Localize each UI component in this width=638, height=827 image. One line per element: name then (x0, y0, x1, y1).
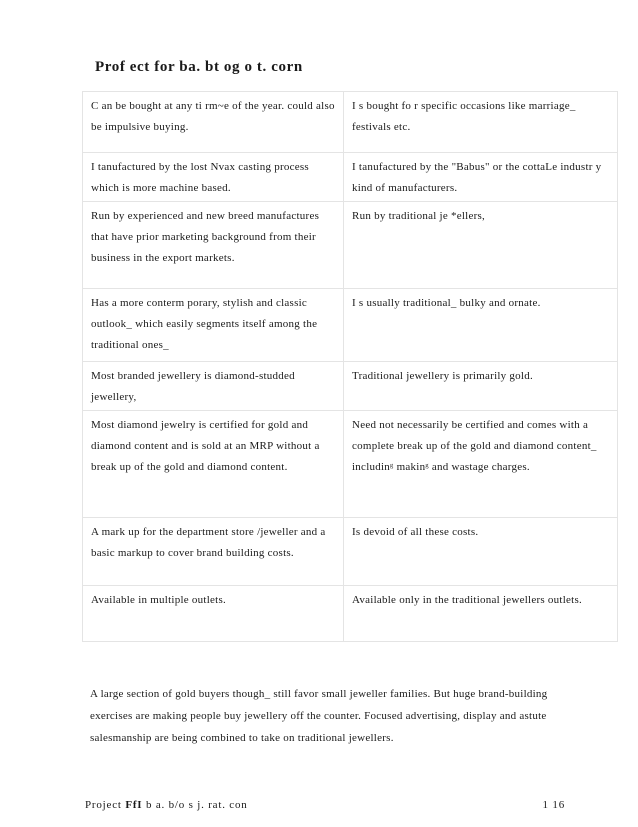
cell-branded: Run by experienced and new breed manufactures that have prior marketing background from their business in the export markets. (83, 202, 344, 289)
table-row (83, 153, 618, 202)
table-row (83, 411, 618, 518)
cell-branded: Most branded jewellery is diamond-studded jewellery, (83, 362, 344, 411)
cell-traditional: Is devoid of all these costs. (344, 518, 618, 586)
cell-traditional: I s usually traditional_ bulky and ornate. (344, 289, 618, 362)
cell-traditional: I tanufactured by the "Babus" or the cottaLe industr y kind of manufacturers. (344, 153, 618, 202)
closing-paragraph: A large section of gold buyers though_ still favor small jeweller families. But huge brand-building exercises are making people buy jewellery off the counter. Focused advertising, display and astute salesmanship are being combined to take on traditional jewellers. (90, 688, 548, 744)
table-row (83, 586, 618, 642)
cell-branded: Most diamond jewelry is certified for gold and diamond content and is sold at an MRP without a break up of the gold and diamond content. (83, 411, 344, 518)
page-title: Prof ect for ba. bt og o t. corn (95, 59, 303, 75)
cell-branded: Available in multiple outlets. (83, 586, 344, 642)
cell-branded: A mark up for the department store /jeweller and a basic markup to cover brand building costs. (83, 518, 344, 586)
cell-traditional: Run by traditional je *ellers, (344, 202, 618, 289)
table-row (83, 362, 618, 411)
cell-branded: C an be bought at any ti rm~e of the year. could also be impulsive buying. (83, 92, 344, 153)
cell-traditional: Need not necessarily be certified and comes with a complete break up of the gold and diamond content_ includinᵍ makinᵍ and wastage charges. (344, 411, 618, 518)
comparison-table-body (83, 92, 618, 642)
footer-suffix: b a. b/o s j. rat. con (145, 799, 248, 811)
footer-project-label (85, 799, 248, 811)
page-footer (85, 799, 565, 811)
footer-strong: FfI (125, 799, 143, 811)
table-row (83, 289, 618, 362)
table-row (83, 92, 618, 153)
footer-prefix: Project (85, 799, 122, 811)
cell-traditional: Traditional jewellery is primarily gold. (344, 362, 618, 411)
cell-branded: I tanufactured by the lost Nvax casting process which is more machine based. (83, 153, 344, 202)
cell-branded: Has a more conterm porary, stylish and classic outlook_ which easily segments itself among the traditional ones_ (83, 289, 344, 362)
table-row (83, 518, 618, 586)
comparison-table (82, 91, 618, 642)
table-row (83, 202, 618, 289)
page-number: 1 16 (542, 799, 565, 811)
cell-traditional: I s bought fo r specific occasions like marriage_ festivals etc. (344, 92, 618, 153)
cell-traditional: Available only in the traditional jewellers outlets. (344, 586, 618, 642)
